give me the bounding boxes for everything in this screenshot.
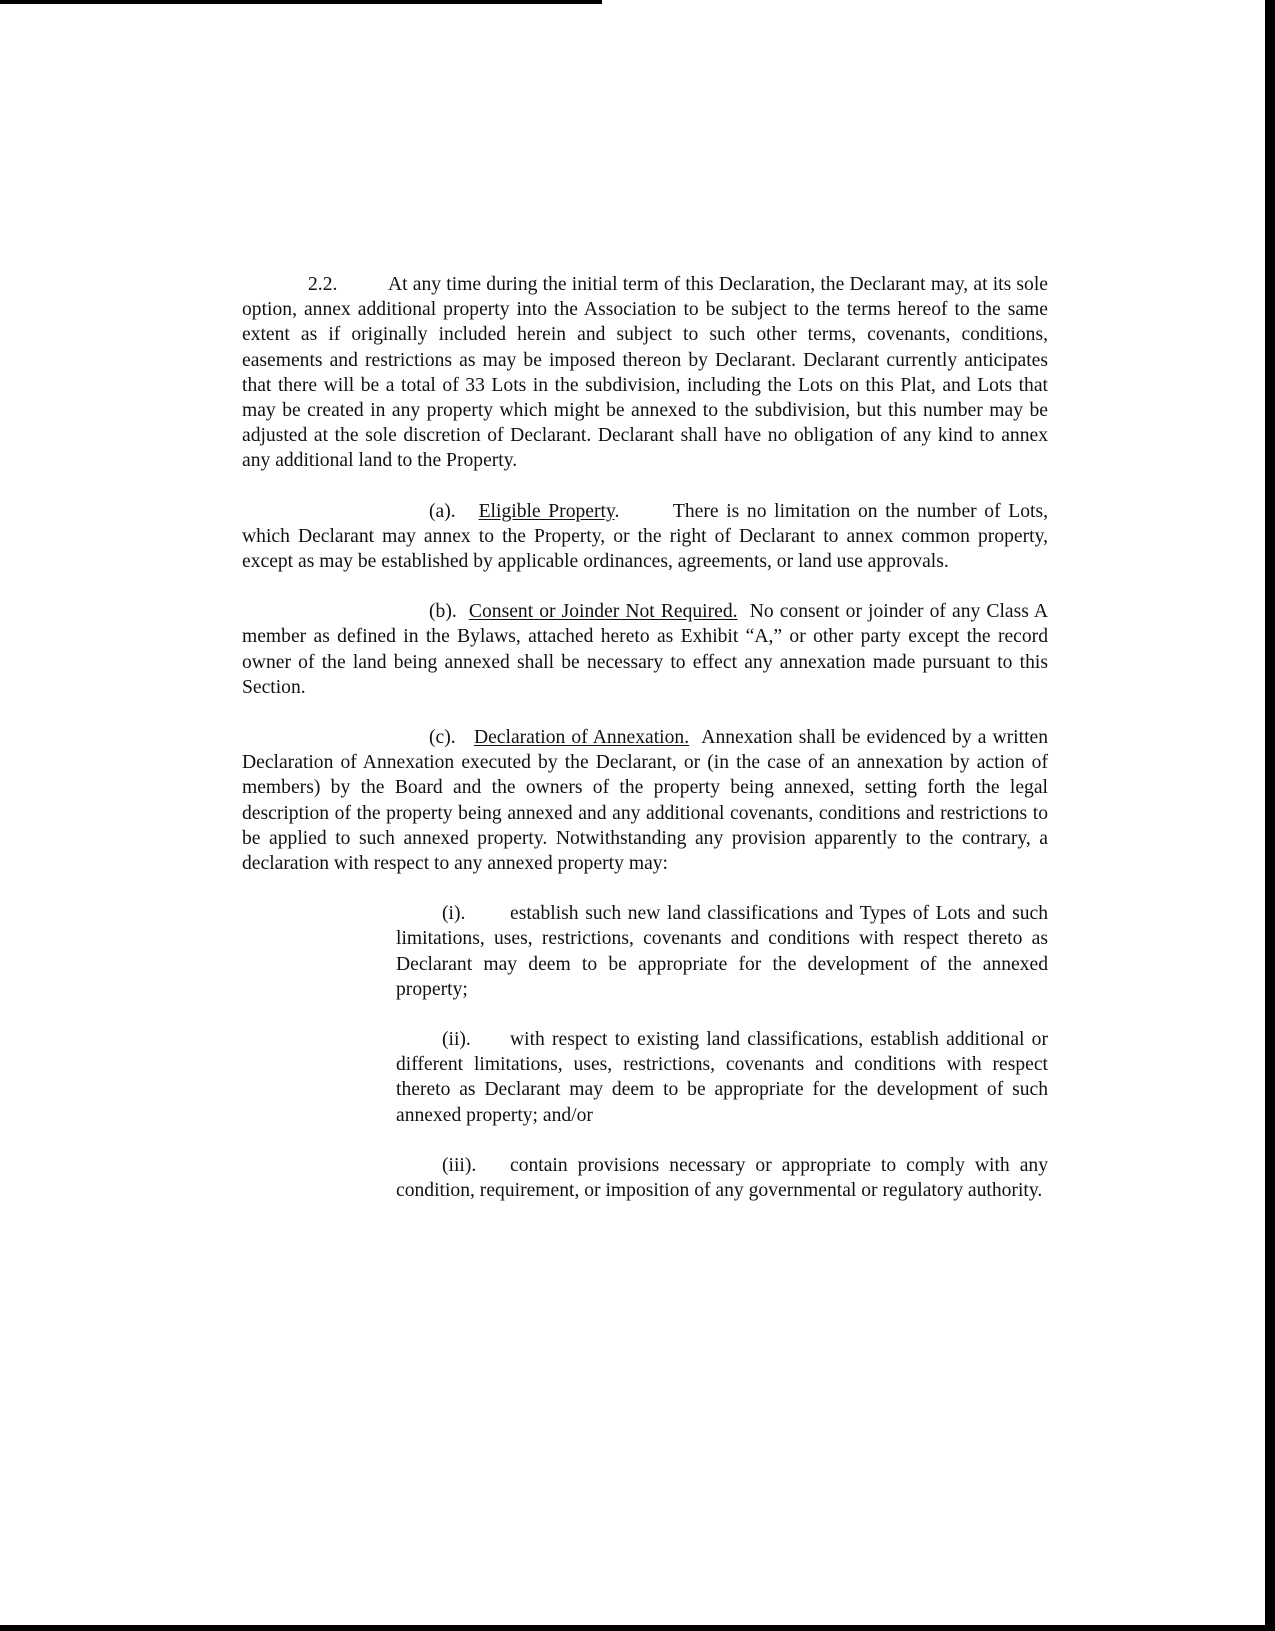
scan-border-right bbox=[1265, 0, 1275, 1631]
item-number: (ii). bbox=[442, 1029, 471, 1051]
subsection-text: No consent or joinder of any Class A member as defined in the Bylaws, attached hereto as Exhibit “A,” or other party except the record owner of the land being annexed shall be necessary to effect any annexation made pursuant to this Section. bbox=[242, 601, 1048, 698]
subsection-a bbox=[242, 499, 1048, 575]
subsection-heading: Eligible Property bbox=[478, 500, 615, 522]
subsection-heading-punct: . bbox=[614, 500, 620, 522]
section-2-2 bbox=[242, 272, 1048, 474]
subsection-c bbox=[242, 725, 1048, 876]
subsection-number: (a). bbox=[429, 500, 456, 522]
subsection-text: There is no limitation on the number of Lots, which Declarant may annex to the Property, or the right of Declarant to annex common property, except as may be established by applicable ordinances, agreements, or land use approvals. bbox=[242, 500, 1049, 573]
subsection-b bbox=[242, 599, 1048, 700]
subsection-number: (b). bbox=[429, 601, 457, 623]
item-text: establish such new land classifications and Types of Lots and such limitations, uses, restrictions, covenants and conditions with respect thereto as Declarant may deem to be appropriate for the development of the annexed property; bbox=[396, 903, 1048, 1000]
section-text: At any time during the initial term of this Declaration, the Declarant may, at its sole option, annex additional property into the Association to be subject to the terms hereof to the same extent as if originally included herein and subject to such other terms, covenants, conditions, easements and restrictions as may be imposed thereon by Declarant. Declarant currently anticipates that there will be a total of 33 Lots in the subdivision, including the Lots on this Plat, and Lots that may be created in any property which might be annexed to the subdivision, but this number may be adjusted at the sole discretion of Declarant. Declarant shall have no obligation of any kind to annex any additional land to the Property. bbox=[242, 274, 1048, 472]
list-item bbox=[396, 1153, 1048, 1203]
document-page bbox=[242, 272, 1048, 1228]
scan-border-bottom bbox=[0, 1625, 1275, 1631]
item-number: (i). bbox=[442, 903, 466, 925]
scan-border-top bbox=[0, 0, 602, 4]
annexation-provisions-list bbox=[396, 901, 1048, 1203]
subsection-text: Annexation shall be evidenced by a written Declaration of Annexation executed by the Declarant, or (in the case of an annexation by action of members) by the Board and the owners of the property being annexed, setting forth the legal description of the property being annexed and any additional covenants, conditions and restrictions to be applied to such annexed property. Notwithstanding any provision apparently to the contrary, a declaration with respect to any annexed property may: bbox=[242, 727, 1049, 875]
subsection-heading: Consent or Joinder Not Required. bbox=[468, 601, 738, 623]
item-text: contain provisions necessary or appropriate to comply with any condition, requirement, or imposition of any governmental or regulatory authority. bbox=[396, 1154, 1048, 1202]
list-item bbox=[396, 1027, 1048, 1128]
subsection-heading: Declaration of Annexation. bbox=[473, 727, 690, 749]
item-number: (iii). bbox=[442, 1154, 477, 1176]
subsection-number: (c). bbox=[429, 727, 456, 749]
section-number: 2.2. bbox=[308, 274, 338, 295]
list-item bbox=[396, 901, 1048, 1002]
item-text: with respect to existing land classifications, establish additional or different limitations, uses, restrictions, covenants and conditions with respect thereto as Declarant may deem to be appropriate for the development of such annexed property; and/or bbox=[396, 1029, 1048, 1126]
